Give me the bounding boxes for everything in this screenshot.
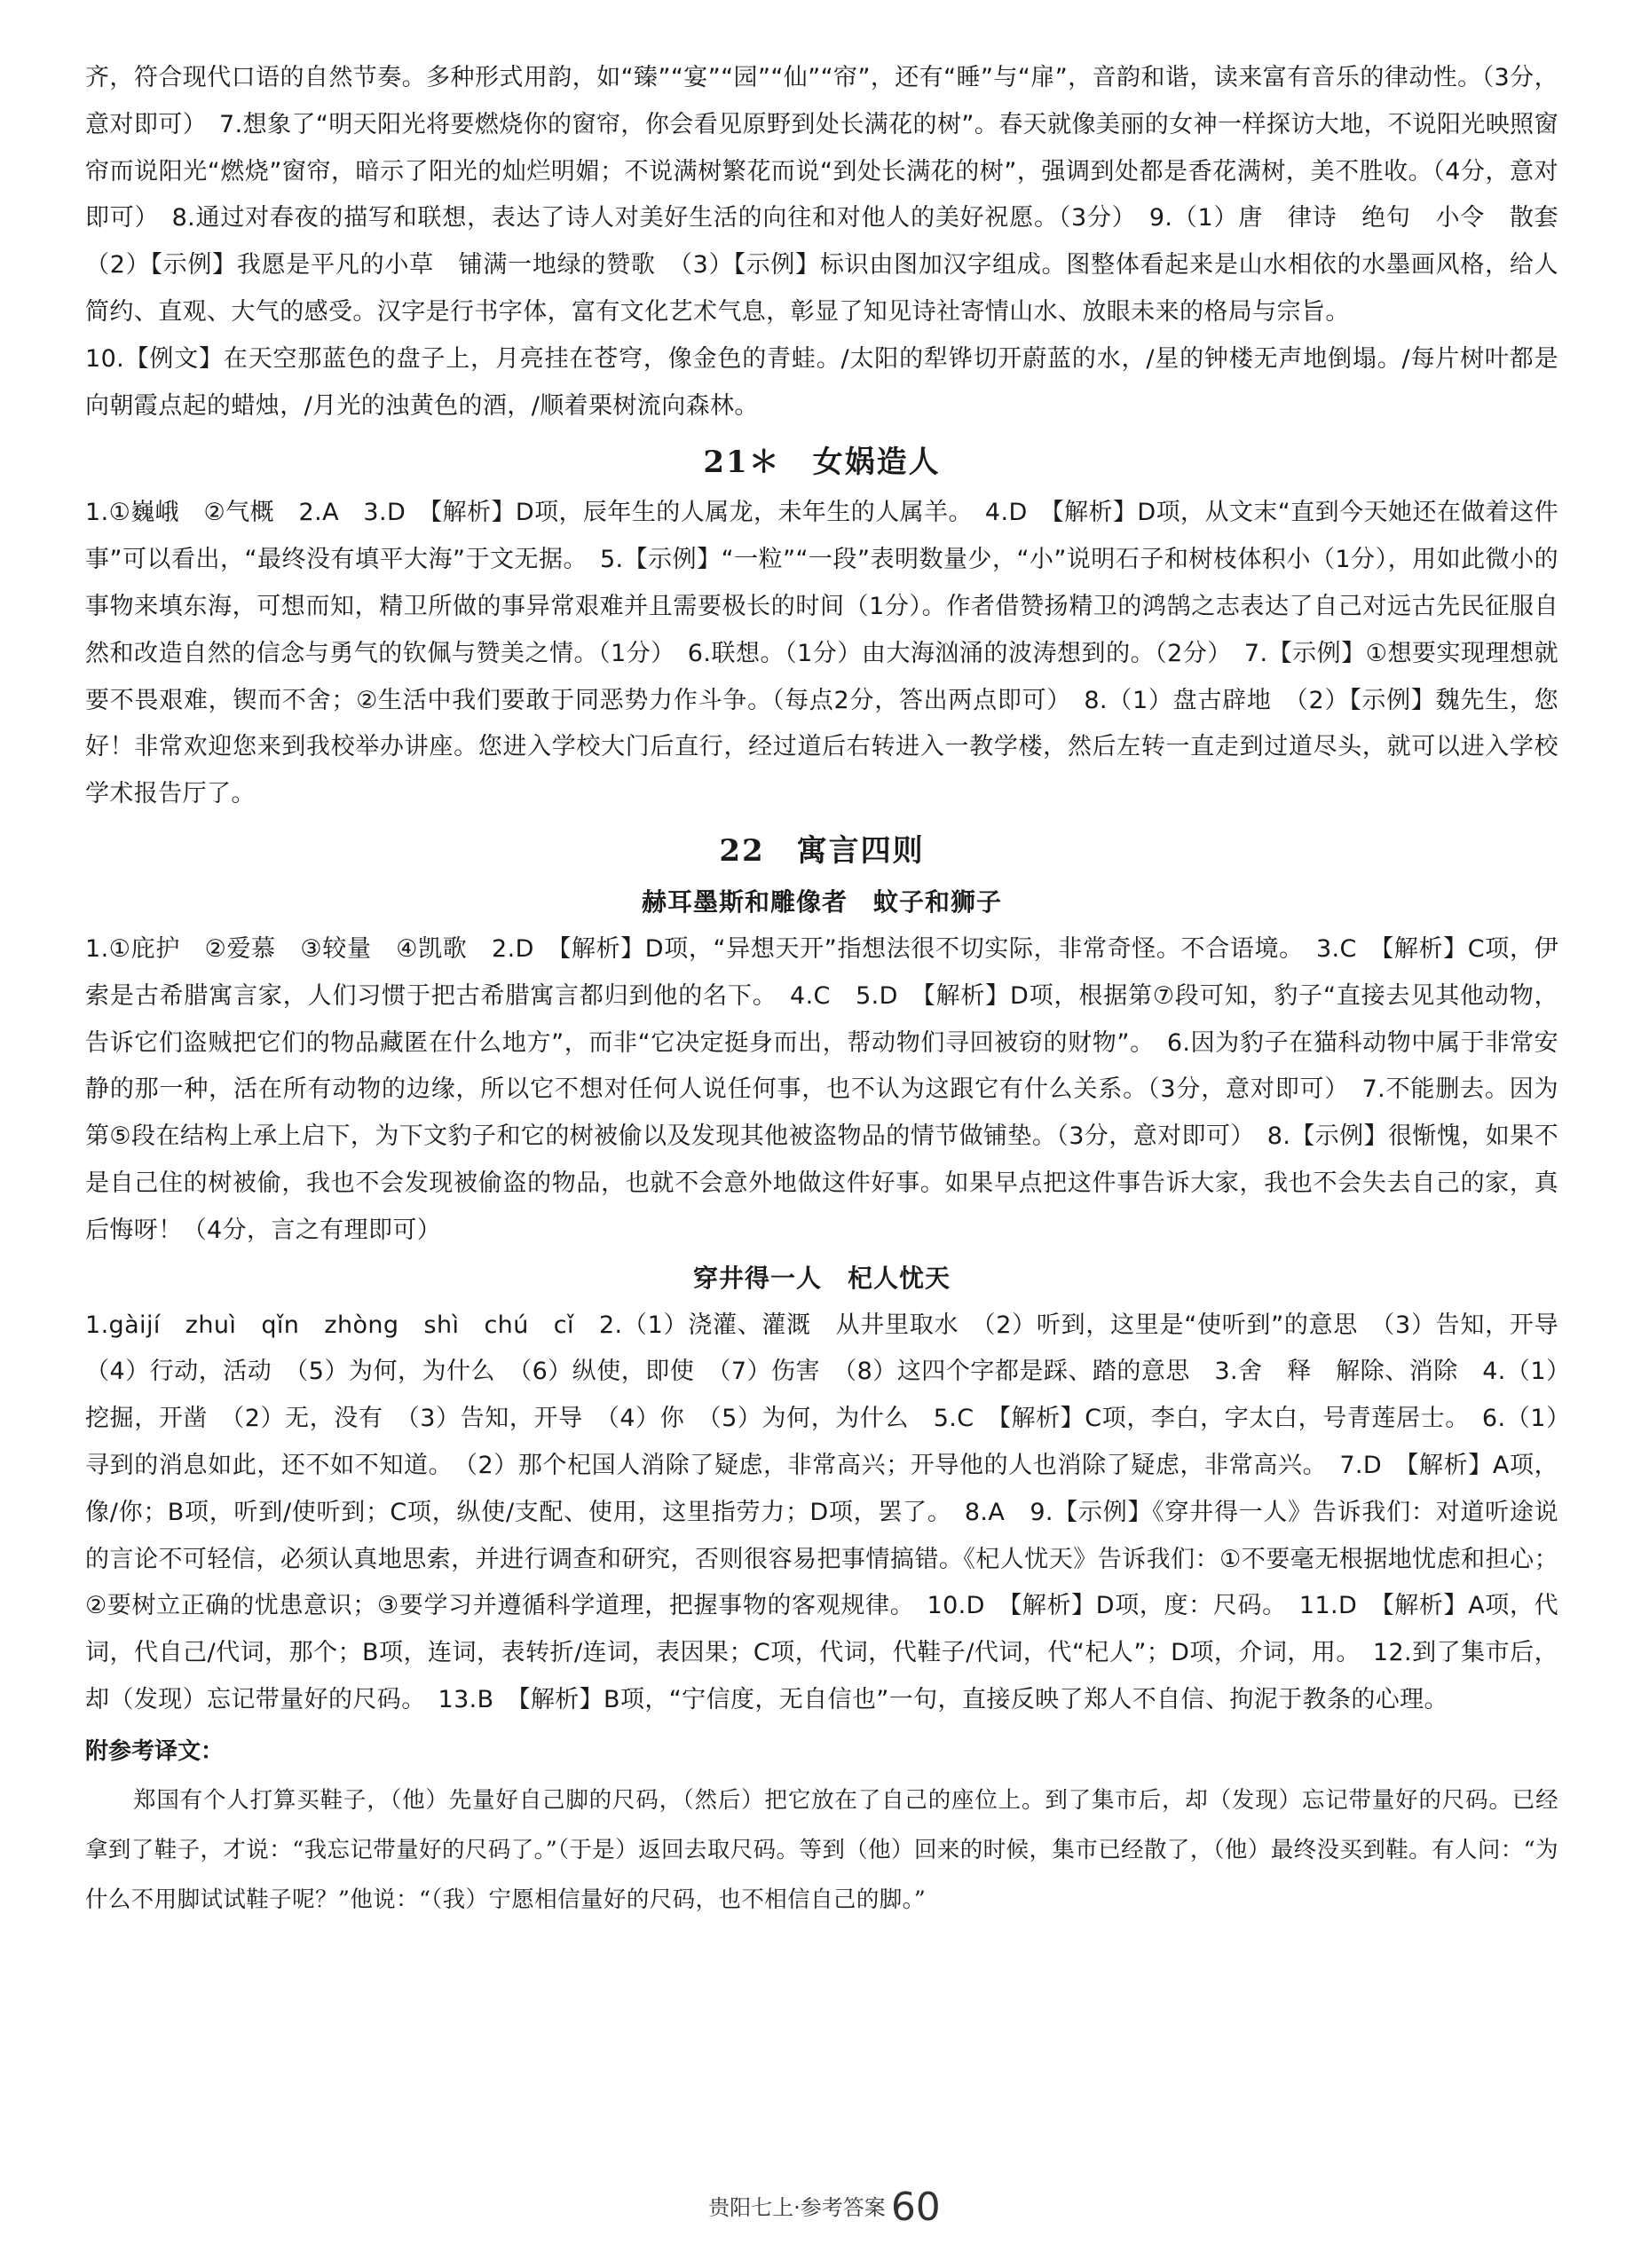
footer-label: 贵阳七上·参考答案 [708,2195,886,2220]
appendix-translation: 郑国有个人打算买鞋子，（他）先量好自己脚的尺码，（然后）把它放在了自己的座位上。到了集市后，却（发现）忘记带量好的尺码。已经拿到了鞋子，才说：“我忘记带量好的尺码了。”（于是）返回去取尺码。等到（他）回来的时候，集市已经散了，（他）最终没买到鞋。有人问：“为什么不用脚试试鞋子呢？”他说：“（我）宁愿相信量好的尺码，也不相信自己的脚。” [85,1786,1558,1913]
subsection-1-answers: 1.①庇护 ②爱慕 ③较量 ④凯歌 2.D 【解析】D项，“异想天开”指想法很不切实际，非常奇怪。不合语境。 3.C 【解析】C项，伊索是古希腊寓言家，人们习惯于把古希腊寓言都归到他的名下。 4.C 5.D 【解析】D项，根据第⑦段可知，豹子“直接去见其他动物，告诉它们盗贼把它们的物品藏匿在什么地方”，而非“它决定挺身而出，帮动物们寻回被窃的财物”。 6.因为豹子在猫科动物中属于非常安静的那一种，活在所有动物的边缘，所以它不想对任何人说任何事，也不认为这跟它有什么关系。（3分，意对即可） 7.不能删去。因为第⑤段在结构上承上启下，为下文豹子和它的树被偷以及发现其他被盗物品的情节做铺垫。（3分，意对即可） 8.【示例】很惭愧，如果不是自己住的树被偷，我也不会发现被偷盗的物品，也就不会意外地做这件好事。如果早点把这件事告诉大家，我也不会失去自己的家，真后悔呀！（4分，言之有理即可） [85,934,1558,1244]
section-title-22: 22 寓言四则 [719,832,925,869]
subsection-2-answers: 1.gàijí zhuì qǐn zhòng shì chú cǐ 2.（1）浇灌、灌溉 从井里取水 （2）听到，这里是“使听到”的意思 （3）告知，开导 （4）行动，活动 （5）为何，为什么 （6）纵使，即使 （7）伤害 （8）这四个字都是踩、踏的意思 3.舍 释 解除、消除 4.（1）挖掘，开凿 （2）无，没有 （3）告知，开导 （4）你 （5）为何，为什么 5.C 【解析】C项，李白，字太白，号青莲居士。 6.（1）寻到的消息如此，还不如不知道。 （2）那个杞国人消除了疑虑，非常高兴；开导他的人也消除了疑虑，非常高兴。 7.D 【解析】A项，像/你；B项，听到/使听到；C项，纵使/支配、使用，这里指劳力；D项，罢了。 8.A 9.【示例】《穿井得一人》告诉我们：对道听途说的言论不可轻信，必须认真地思索，并进行调查和研究，否则很容易把事情搞错。《杞人忧天》告诉我们：①不要毫无根据地忧虑和担心；②要树立正确的忧患意识；③要学习并遵循科学道理，把握事物的客观规律。 10.D 【解析】D项，度：尺码。 11.D 【解析】A项，代词，代自己/代词，那个；B项，连词，表转折/连词，表因果；C项，代词，代鞋子/代词，代“杞人”；D项，介词，用。 12.到了集市后，却（发现）忘记带量好的尺码。 13.B 【解析】B项，“宁信度，无自信也”一句，直接反映了郑人不自信、拘泥于教条的心理。 [85,1311,1583,1713]
page-footer [0,2185,1649,2230]
intro-paragraph: 齐，符合现代口语的自然节奏。多种形式用韵，如“臻”“宴”“园”“仙”“帘”，还有“睡”与“扉”，音韵和谐，读来富有音乐的律动性。（3分，意对即可） 7.想象了“明天阳光将要燃烧你的窗帘，你会看见原野到处长满花的树”。春天就像美丽的女神一样探访大地，不说阳光映照窗帘而说阳光“燃烧”窗帘，暗示了阳光的灿烂明媚；不说满树繁花而说“到处长满花的树”，强调到处都是香花满树，美不胜收。（4分，意对即可） 8.通过对春夜的描写和联想，表达了诗人对美好生活的向往和对他人的美好祝愿。（3分） 9.（1）唐 律诗 绝句 小令 散套 （2）【示例】我愿是平凡的小草 铺满一地绿的赞歌 （3）【示例】标识由图加汉字组成。图整体看起来是山水相依的水墨画风格，给人简约、直观、大气的感受。汉字是行书字体，富有文化艺术气息，彰显了知见诗社寄情山水、放眼未来的格局与宗旨。 [85,64,1583,326]
section-title-21: 21＊ 女娲造人 [703,445,941,481]
page-number: 60 [890,2185,941,2230]
page-content [85,55,1583,1925]
appendix-title: 附参考译文： [85,1737,225,1765]
appendix [85,1729,1558,1925]
intro-paragraph-example: 10.【例文】在天空那蓝色的盘子上，月亮挂在苍穹，像金色的青蛙。/太阳的犁铧切开蔚蓝的水，/星的钟楼无声地倒塌。/每片树叶都是向朝霞点起的蜡烛，/月光的浊黄色的酒，/顺着栗树流向森林。 [85,344,1558,420]
section-21-answers: 1.①巍峨 ②气概 2.A 3.D 【解析】D项，辰年生的人属龙，未年生的人属羊。 4.D 【解析】D项，从文末“直到今天她还在做着这件事”可以看出，“最终没有填平大海”于文无据。 5.【示例】“一粒”“一段”表明数量少，“小”说明石子和树枝体积小（1分），用如此微小的事物来填东海，可想而知，精卫所做的事异常艰难并且需要极长的时间（1分）。作者借赞扬精卫的鸿鹄之志表达了自己对远古先民征服自然和改造自然的信念与勇气的钦佩与赞美之情。（1分） 6.联想。（1分）由大海汹涌的波涛想到的。（2分） 7.【示例】①想要实现理想就要不畏艰难，锲而不舍；②生活中我们要敢于同恶势力作斗争。（每点2分，答出两点即可） 8.（1）盘古辟地 （2）【示例】魏先生，您好！非常欢迎您来到我校举办讲座。您进入学校大门后直行，经过道后右转进入一教学楼，然后左转一直走到过道尽头，就可以进入学校学术报告厅了。 [85,499,1558,808]
subsection-title-1: 赫耳墨斯和雕像者 蚊子和狮子 [641,886,1002,917]
subsection-title-2: 穿井得一人 杞人忧天 [692,1263,951,1293]
